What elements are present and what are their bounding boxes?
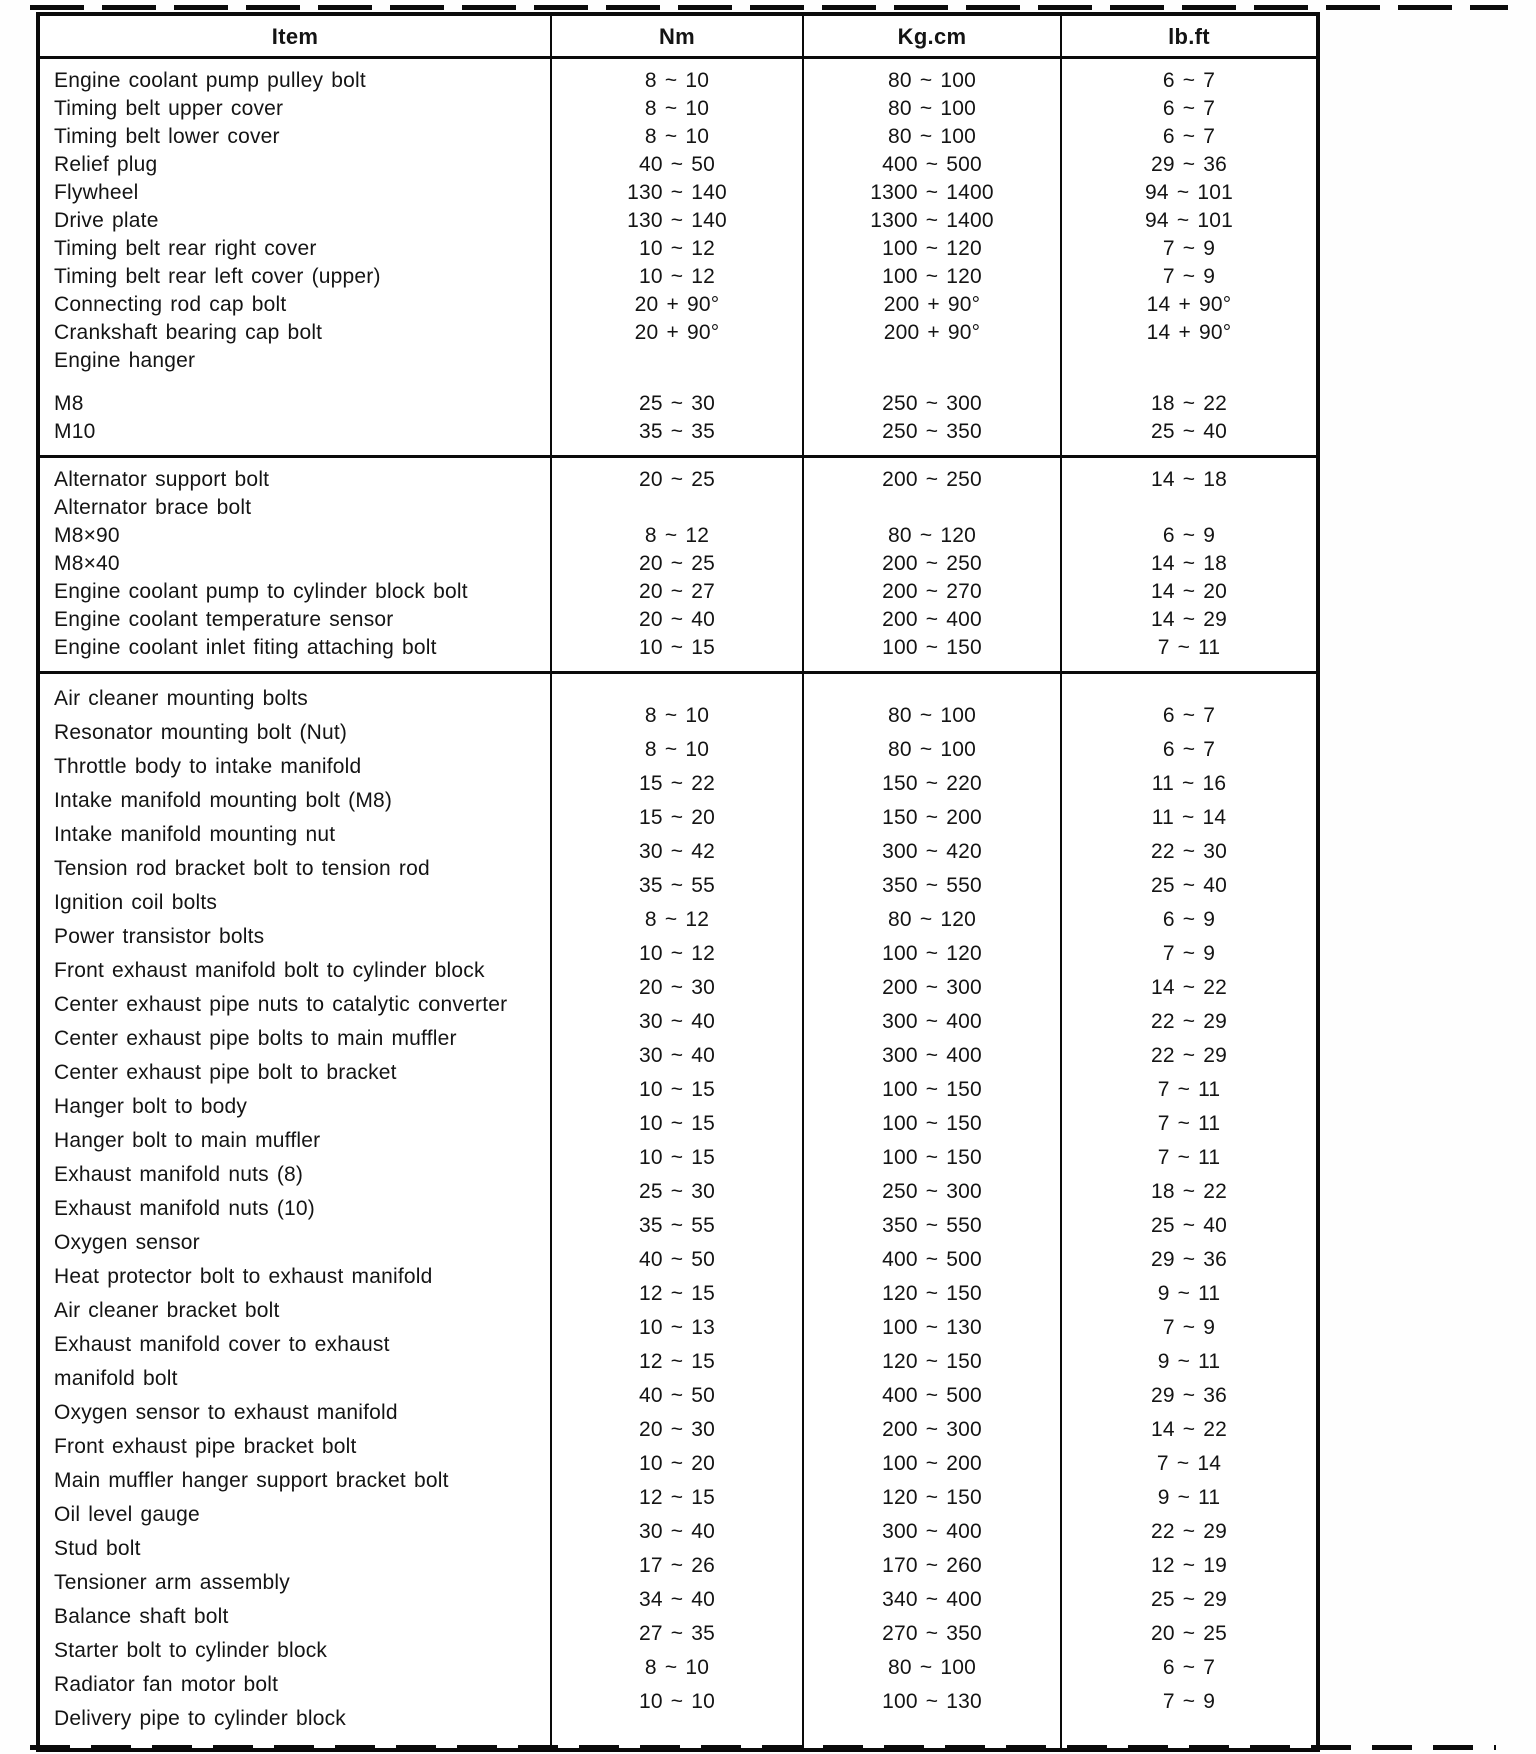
nm-value: 10 ~ 15 (638, 1146, 716, 1169)
lbft-value: 25 ~ 29 (1150, 1588, 1228, 1611)
item-label: Resonator mounting bolt (Nut) (54, 721, 348, 744)
kgcm-value: 120 ~ 150 (882, 1282, 982, 1305)
kgcm-value: 100 ~ 200 (882, 1452, 982, 1475)
lbft-value: 22 ~ 29 (1150, 1010, 1228, 1033)
nm-value: 25 ~ 30 (638, 392, 716, 415)
lbft-value: 14 + 90° (1146, 321, 1232, 344)
kgcm-value: 100 ~ 150 (882, 636, 982, 659)
lbft-value: 22 ~ 29 (1150, 1520, 1228, 1543)
item-label: Crankshaft bearing cap bolt (54, 321, 323, 344)
item-label: Engine hanger (54, 349, 196, 372)
table-section-alternator-coolant (40, 455, 1316, 671)
item-label: Oxygen sensor to exhaust manifold (54, 1401, 398, 1424)
lbft-value: 6 ~ 9 (1162, 524, 1216, 547)
lbft-value (1062, 494, 1316, 522)
kgcm-value: 200 ~ 250 (882, 552, 982, 575)
item-label: Tension rod bracket bolt to tension rod (54, 857, 430, 880)
lbft-value: 7 ~ 11 (1157, 1078, 1221, 1101)
kgcm-value: 300 ~ 400 (882, 1520, 982, 1543)
lbft-value: 18 ~ 22 (1150, 392, 1228, 415)
nm-value: 20 ~ 40 (638, 608, 716, 631)
lbft-value: 94 ~ 101 (1145, 209, 1233, 232)
lbft-value: 22 ~ 29 (1150, 1044, 1228, 1067)
item-label: Connecting rod cap bolt (54, 293, 287, 316)
nm-value: 130 ~ 140 (627, 209, 727, 232)
lbft-column (1060, 674, 1316, 1748)
nm-value: 8 ~ 10 (644, 704, 710, 727)
item-label: Oil level gauge (54, 1503, 200, 1526)
kgcm-value: 1300 ~ 1400 (870, 181, 994, 204)
column-header-item: Item (271, 24, 319, 49)
item-label: Oxygen sensor (54, 1231, 200, 1254)
nm-value: 27 ~ 35 (638, 1622, 716, 1645)
kgcm-value: 100 ~ 130 (882, 1316, 982, 1339)
kgcm-value: 100 ~ 130 (882, 1690, 982, 1713)
nm-value: 34 ~ 40 (638, 1588, 716, 1611)
item-column (40, 458, 550, 671)
lbft-value: 6 ~ 7 (1162, 704, 1216, 727)
kgcm-value: 200 ~ 300 (882, 1418, 982, 1441)
nm-value: 10 ~ 12 (638, 942, 716, 965)
nm-column (550, 59, 802, 455)
lbft-value: 7 ~ 9 (1162, 237, 1216, 260)
kgcm-value: 100 ~ 150 (882, 1112, 982, 1135)
lbft-value (1062, 375, 1316, 390)
column-header-lbft: lb.ft (1060, 16, 1316, 56)
nm-value (552, 494, 802, 522)
lbft-value: 9 ~ 11 (1157, 1486, 1221, 1509)
lbft-value: 7 ~ 9 (1162, 1690, 1216, 1713)
kgcm-value: 80 ~ 100 (888, 69, 976, 92)
table-header-row (40, 16, 1316, 59)
kgcm-value: 80 ~ 100 (888, 97, 976, 120)
lbft-value: 9 ~ 11 (1157, 1282, 1221, 1305)
nm-value: 20 + 90° (634, 321, 720, 344)
nm-value: 8 ~ 10 (644, 1656, 710, 1679)
column-header-nm: Nm (550, 16, 802, 56)
kgcm-value (804, 494, 1060, 522)
table-sections (40, 59, 1316, 1748)
lbft-value: 7 ~ 11 (1157, 1112, 1221, 1135)
nm-value: 10 ~ 12 (638, 265, 716, 288)
item-label: Intake manifold mounting bolt (M8) (54, 789, 393, 812)
nm-value: 8 ~ 10 (644, 125, 710, 148)
lbft-value: 6 ~ 9 (1162, 908, 1216, 931)
kgcm-value: 350 ~ 550 (882, 1214, 982, 1237)
nm-value: 20 ~ 30 (638, 1418, 716, 1441)
nm-value: 12 ~ 15 (638, 1282, 716, 1305)
kgcm-value (804, 375, 1060, 390)
kgcm-value: 200 + 90° (883, 321, 981, 344)
kgcm-value: 80 ~ 100 (888, 704, 976, 727)
kgcm-column (802, 674, 1060, 1748)
kgcm-value: 1300 ~ 1400 (870, 209, 994, 232)
kgcm-value: 400 ~ 500 (882, 153, 982, 176)
kgcm-value: 300 ~ 400 (882, 1044, 982, 1067)
item-label: Exhaust manifold nuts (10) (54, 1197, 315, 1220)
nm-value: 17 ~ 26 (638, 1554, 716, 1577)
kgcm-value: 270 ~ 350 (882, 1622, 982, 1645)
lbft-value: 14 ~ 22 (1150, 976, 1228, 999)
lbft-value: 25 ~ 40 (1150, 874, 1228, 897)
item-label: Delivery pipe to cylinder block (54, 1707, 346, 1730)
nm-value: 10 ~ 13 (638, 1316, 716, 1339)
torque-spec-table (36, 12, 1320, 1752)
kgcm-value: 100 ~ 150 (882, 1146, 982, 1169)
lbft-column (1060, 458, 1316, 671)
nm-value: 12 ~ 15 (638, 1486, 716, 1509)
item-label: Timing belt rear right cover (54, 237, 317, 260)
nm-value: 10 ~ 15 (638, 1078, 716, 1101)
kgcm-value: 400 ~ 500 (882, 1248, 982, 1271)
scan-edge-artifact-top (30, 5, 1508, 10)
lbft-value: 29 ~ 36 (1150, 1248, 1228, 1271)
lbft-value: 18 ~ 22 (1150, 1180, 1228, 1203)
item-label: Center exhaust pipe bolt to bracket (54, 1061, 397, 1084)
kgcm-value: 400 ~ 500 (882, 1384, 982, 1407)
lbft-value (1062, 347, 1316, 375)
item-label: M8×90 (54, 524, 120, 547)
nm-value: 10 ~ 15 (638, 636, 716, 659)
kgcm-value: 200 ~ 300 (882, 976, 982, 999)
lbft-value: 20 ~ 25 (1150, 1622, 1228, 1645)
nm-value: 10 ~ 15 (638, 1112, 716, 1135)
nm-value: 25 ~ 30 (638, 1180, 716, 1203)
item-column (40, 59, 550, 455)
nm-value: 35 ~ 35 (638, 420, 716, 443)
nm-value: 8 ~ 10 (644, 97, 710, 120)
lbft-value: 14 ~ 29 (1150, 608, 1228, 631)
kgcm-value: 80 ~ 120 (888, 908, 976, 931)
item-label: Air cleaner mounting bolts (54, 687, 308, 710)
item-label: Center exhaust pipe nuts to catalytic converter (54, 993, 508, 1016)
kgcm-value: 300 ~ 420 (882, 840, 982, 863)
item-label: Engine coolant temperature sensor (54, 608, 394, 631)
kgcm-value: 100 ~ 120 (882, 237, 982, 260)
kgcm-value: 250 ~ 300 (882, 1180, 982, 1203)
item-label: Alternator support bolt (54, 468, 270, 491)
table-section-intake-exhaust (40, 671, 1316, 1748)
item-label: Center exhaust pipe bolts to main muffler (54, 1027, 457, 1050)
lbft-value: 29 ~ 36 (1150, 153, 1228, 176)
kgcm-value: 80 ~ 100 (888, 125, 976, 148)
kgcm-value: 80 ~ 100 (888, 738, 976, 761)
lbft-value: 14 + 90° (1146, 293, 1232, 316)
lbft-value: 7 ~ 9 (1162, 942, 1216, 965)
item-label: Radiator fan motor bolt (54, 1673, 279, 1696)
nm-value: 20 ~ 25 (638, 468, 716, 491)
kgcm-value: 200 ~ 400 (882, 608, 982, 631)
item-label: Hanger bolt to main muffler (54, 1129, 321, 1152)
kgcm-value: 80 ~ 100 (888, 1656, 976, 1679)
item-label: Relief plug (54, 153, 158, 176)
kgcm-value (804, 347, 1060, 375)
kgcm-value: 250 ~ 300 (882, 392, 982, 415)
kgcm-value: 100 ~ 120 (882, 265, 982, 288)
item-label: Stud bolt (54, 1537, 141, 1560)
kgcm-value: 100 ~ 120 (882, 942, 982, 965)
item-label: M8 (54, 392, 84, 415)
lbft-value: 14 ~ 22 (1150, 1418, 1228, 1441)
table-section-engine-block (40, 59, 1316, 455)
nm-value: 8 ~ 10 (644, 738, 710, 761)
item-label: Tensioner arm assembly (54, 1571, 290, 1594)
item-label (40, 375, 550, 390)
nm-value: 30 ~ 40 (638, 1044, 716, 1067)
kgcm-value: 150 ~ 200 (882, 806, 982, 829)
lbft-column (1060, 59, 1316, 455)
nm-value: 40 ~ 50 (638, 1384, 716, 1407)
item-label: Intake manifold mounting nut (54, 823, 336, 846)
lbft-value: 11 ~ 16 (1151, 772, 1227, 795)
lbft-value: 94 ~ 101 (1145, 181, 1233, 204)
kgcm-value: 340 ~ 400 (882, 1588, 982, 1611)
item-label: Throttle body to intake manifold (54, 755, 362, 778)
item-label: Timing belt rear left cover (upper) (54, 265, 381, 288)
lbft-value: 22 ~ 30 (1150, 840, 1228, 863)
item-label: Drive plate (54, 209, 159, 232)
nm-value: 8 ~ 12 (644, 524, 710, 547)
nm-column (550, 458, 802, 671)
kgcm-value: 120 ~ 150 (882, 1350, 982, 1373)
kgcm-value: 100 ~ 150 (882, 1078, 982, 1101)
item-label: manifold bolt (54, 1367, 178, 1390)
lbft-value: 25 ~ 40 (1150, 1214, 1228, 1237)
scan-edge-artifact-bottom (30, 1745, 1496, 1750)
kgcm-column (802, 59, 1060, 455)
item-label: Engine coolant inlet fiting attaching bolt (54, 636, 437, 659)
nm-value: 15 ~ 20 (638, 806, 716, 829)
nm-value: 30 ~ 40 (638, 1010, 716, 1033)
kgcm-column (802, 458, 1060, 671)
nm-value (552, 375, 802, 390)
lbft-value: 6 ~ 7 (1162, 125, 1216, 148)
nm-value: 20 + 90° (634, 293, 720, 316)
item-column (40, 674, 550, 1748)
item-label: Air cleaner bracket bolt (54, 1299, 280, 1322)
item-label: Heat protector bolt to exhaust manifold (54, 1265, 433, 1288)
kgcm-value: 250 ~ 350 (882, 420, 982, 443)
nm-value: 15 ~ 22 (638, 772, 716, 795)
nm-column (550, 674, 802, 1748)
item-label: Exhaust manifold cover to exhaust (54, 1333, 390, 1356)
item-label: Flywheel (54, 181, 139, 204)
lbft-value: 25 ~ 40 (1150, 420, 1228, 443)
nm-value (552, 347, 802, 375)
lbft-value: 11 ~ 14 (1151, 806, 1227, 829)
kgcm-value: 200 + 90° (883, 293, 981, 316)
item-label: Balance shaft bolt (54, 1605, 229, 1628)
nm-value: 30 ~ 40 (638, 1520, 716, 1543)
kgcm-value: 300 ~ 400 (882, 1010, 982, 1033)
kgcm-value: 170 ~ 260 (882, 1554, 982, 1577)
item-label: Hanger bolt to body (54, 1095, 248, 1118)
kgcm-value: 200 ~ 270 (882, 580, 982, 603)
lbft-value: 6 ~ 7 (1162, 738, 1216, 761)
nm-value: 130 ~ 140 (627, 181, 727, 204)
nm-value: 10 ~ 10 (638, 1690, 716, 1713)
nm-value: 20 ~ 25 (638, 552, 716, 575)
item-label: Engine coolant pump pulley bolt (54, 69, 366, 92)
nm-value: 10 ~ 12 (638, 237, 716, 260)
nm-value: 40 ~ 50 (638, 153, 716, 176)
nm-value: 35 ~ 55 (638, 1214, 716, 1237)
nm-value: 40 ~ 50 (638, 1248, 716, 1271)
lbft-value: 29 ~ 36 (1150, 1384, 1228, 1407)
nm-value: 12 ~ 15 (638, 1350, 716, 1373)
lbft-value: 7 ~ 9 (1162, 265, 1216, 288)
lbft-value: 7 ~ 11 (1157, 636, 1221, 659)
item-label: Timing belt upper cover (54, 97, 284, 120)
lbft-value: 6 ~ 7 (1162, 69, 1216, 92)
item-label: Engine coolant pump to cylinder block bolt (54, 580, 468, 603)
lbft-value: 6 ~ 7 (1162, 1656, 1216, 1679)
item-label: Alternator brace bolt (54, 496, 252, 519)
kgcm-value: 80 ~ 120 (888, 524, 976, 547)
lbft-value: 7 ~ 14 (1156, 1452, 1222, 1475)
item-label: Front exhaust pipe bracket bolt (54, 1435, 357, 1458)
nm-value: 10 ~ 20 (638, 1452, 716, 1475)
lbft-value: 14 ~ 20 (1150, 580, 1228, 603)
lbft-value: 12 ~ 19 (1150, 1554, 1228, 1577)
lbft-value: 14 ~ 18 (1150, 552, 1228, 575)
nm-value: 30 ~ 42 (638, 840, 716, 863)
nm-value: 20 ~ 27 (638, 580, 716, 603)
item-label: Power transistor bolts (54, 925, 265, 948)
nm-value: 20 ~ 30 (638, 976, 716, 999)
kgcm-value: 350 ~ 550 (882, 874, 982, 897)
lbft-value: 7 ~ 11 (1157, 1146, 1221, 1169)
item-label: Front exhaust manifold bolt to cylinder block (54, 959, 485, 982)
item-label: Ignition coil bolts (54, 891, 218, 914)
lbft-value: 6 ~ 7 (1162, 97, 1216, 120)
lbft-value: 14 ~ 18 (1150, 468, 1228, 491)
nm-value: 8 ~ 12 (644, 908, 710, 931)
column-header-kgcm: Kg.cm (802, 16, 1060, 56)
kgcm-value: 150 ~ 220 (882, 772, 982, 795)
item-label: Timing belt lower cover (54, 125, 280, 148)
item-label: Starter bolt to cylinder block (54, 1639, 328, 1662)
item-label: M10 (54, 420, 96, 443)
item-label: Exhaust manifold nuts (8) (54, 1163, 304, 1186)
kgcm-value: 120 ~ 150 (882, 1486, 982, 1509)
lbft-value: 9 ~ 11 (1157, 1350, 1221, 1373)
lbft-value: 7 ~ 9 (1162, 1316, 1216, 1339)
kgcm-value: 200 ~ 250 (882, 468, 982, 491)
item-label: M8×40 (54, 552, 120, 575)
item-label: Main muffler hanger support bracket bolt (54, 1469, 449, 1492)
nm-value: 8 ~ 10 (644, 69, 710, 92)
nm-value: 35 ~ 55 (638, 874, 716, 897)
